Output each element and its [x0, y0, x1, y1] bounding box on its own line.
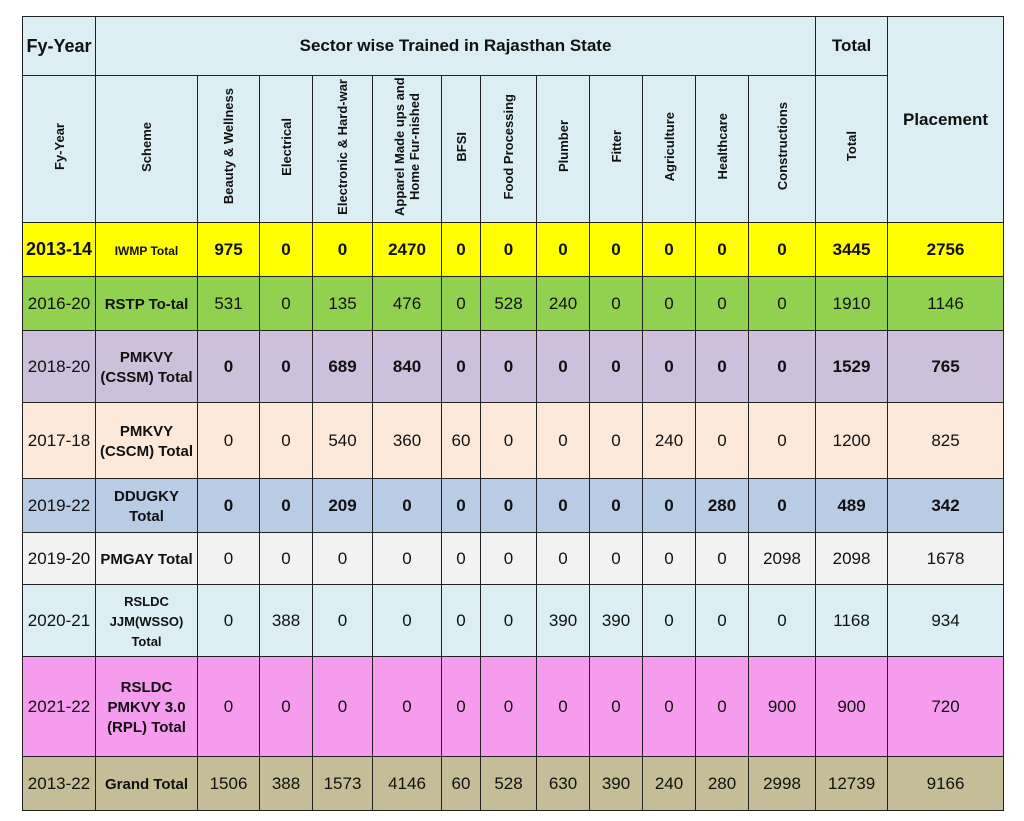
value-cell: 0: [749, 585, 816, 657]
placement-cell: 9166: [888, 757, 1004, 811]
value-cell: 0: [696, 585, 749, 657]
total-cell: 2098: [816, 533, 888, 585]
value-cell: 0: [590, 223, 643, 277]
value-cell: 0: [198, 585, 260, 657]
row-rsldc-rpl: [23, 657, 1004, 757]
value-cell: 0: [590, 533, 643, 585]
total-cell: 1200: [816, 403, 888, 479]
scheme-cell: RSLDC JJM(WSSO) Total: [96, 585, 198, 657]
scheme-cell: RSLDC PMKVY 3.0 (RPL) Total: [96, 657, 198, 757]
value-cell: 0: [260, 223, 313, 277]
value-cell: 240: [537, 277, 590, 331]
scheme-cell: PMKVY (CSCM) Total: [96, 403, 198, 479]
value-cell: 0: [643, 223, 696, 277]
value-cell: 390: [537, 585, 590, 657]
value-cell: 240: [643, 757, 696, 811]
sector-training-table: [22, 16, 1004, 811]
year-cell: 2016-20: [23, 277, 96, 331]
value-cell: 0: [749, 331, 816, 403]
col-header-constructions: Constructions: [749, 76, 816, 223]
value-cell: 2098: [749, 533, 816, 585]
total-cell: 1910: [816, 277, 888, 331]
value-cell: 2470: [373, 223, 442, 277]
value-cell: 0: [749, 277, 816, 331]
row-rstp: [23, 277, 1004, 331]
col-header-beauty: Beauty & Wellness: [198, 76, 260, 223]
total-cell: 12739: [816, 757, 888, 811]
value-cell: 0: [442, 585, 481, 657]
value-cell: 0: [537, 657, 590, 757]
value-cell: 0: [696, 533, 749, 585]
value-cell: 0: [442, 277, 481, 331]
value-cell: 840: [373, 331, 442, 403]
year-cell: 2013-22: [23, 757, 96, 811]
row-iwmp: [23, 223, 1004, 277]
col-header-agriculture: Agriculture: [643, 76, 696, 223]
value-cell: 0: [313, 657, 373, 757]
value-cell: 0: [481, 479, 537, 533]
value-cell: 689: [313, 331, 373, 403]
value-cell: 0: [260, 533, 313, 585]
header-row-columns: [23, 76, 1004, 223]
row-pmkvy-cscm: [23, 403, 1004, 479]
value-cell: 0: [442, 223, 481, 277]
value-cell: 900: [749, 657, 816, 757]
year-cell: 2019-20: [23, 533, 96, 585]
value-cell: 0: [749, 403, 816, 479]
value-cell: 540: [313, 403, 373, 479]
value-cell: 0: [260, 331, 313, 403]
col-header-plumber: Plumber: [537, 76, 590, 223]
value-cell: 0: [749, 223, 816, 277]
year-cell: 2018-20: [23, 331, 96, 403]
value-cell: 280: [696, 757, 749, 811]
scheme-cell: RSTP To-tal: [96, 277, 198, 331]
value-cell: 390: [590, 757, 643, 811]
value-cell: 388: [260, 585, 313, 657]
value-cell: 630: [537, 757, 590, 811]
value-cell: 0: [643, 277, 696, 331]
value-cell: 1573: [313, 757, 373, 811]
value-cell: 0: [481, 657, 537, 757]
value-cell: 0: [481, 585, 537, 657]
col-header-apparel: Apparel Made ups and Home Fur-nished: [373, 76, 442, 223]
col-header-total: Total: [816, 76, 888, 223]
col-header-fitter: Fitter: [590, 76, 643, 223]
value-cell: 0: [373, 657, 442, 757]
value-cell: 0: [260, 277, 313, 331]
value-cell: 528: [481, 277, 537, 331]
value-cell: 209: [313, 479, 373, 533]
value-cell: 0: [198, 403, 260, 479]
value-cell: 0: [590, 479, 643, 533]
total-cell: 1168: [816, 585, 888, 657]
year-cell: 2021-22: [23, 657, 96, 757]
value-cell: 0: [537, 479, 590, 533]
col-header-electronic: Electronic & Hard-war: [313, 76, 373, 223]
value-cell: 280: [696, 479, 749, 533]
value-cell: 0: [198, 657, 260, 757]
row-rsldc-jjm: [23, 585, 1004, 657]
value-cell: 0: [313, 585, 373, 657]
value-cell: 388: [260, 757, 313, 811]
col-header-electrical: Electrical: [260, 76, 313, 223]
value-cell: 0: [590, 331, 643, 403]
scheme-cell: Grand Total: [96, 757, 198, 811]
row-ddugky: [23, 479, 1004, 533]
placement-header: Placement: [888, 17, 1004, 223]
value-cell: 0: [373, 533, 442, 585]
value-cell: 0: [260, 657, 313, 757]
value-cell: 60: [442, 757, 481, 811]
value-cell: 0: [481, 403, 537, 479]
placement-cell: 1678: [888, 533, 1004, 585]
value-cell: 0: [260, 403, 313, 479]
value-cell: 0: [643, 331, 696, 403]
placement-cell: 765: [888, 331, 1004, 403]
value-cell: 0: [537, 331, 590, 403]
value-cell: 4146: [373, 757, 442, 811]
placement-cell: 825: [888, 403, 1004, 479]
year-cell: 2017-18: [23, 403, 96, 479]
value-cell: 0: [481, 331, 537, 403]
col-header-healthcare: Healthcare: [696, 76, 749, 223]
scheme-cell: PMGAY Total: [96, 533, 198, 585]
row-pmkvy-cssm: [23, 331, 1004, 403]
fy-year-header: Fy-Year: [23, 76, 96, 223]
value-cell: 0: [696, 277, 749, 331]
value-cell: 0: [481, 223, 537, 277]
value-cell: 60: [442, 403, 481, 479]
total-cell: 489: [816, 479, 888, 533]
value-cell: 360: [373, 403, 442, 479]
value-cell: 0: [643, 533, 696, 585]
value-cell: 0: [696, 403, 749, 479]
total-cell: 900: [816, 657, 888, 757]
scheme-cell: DDUGKY Total: [96, 479, 198, 533]
value-cell: 0: [442, 657, 481, 757]
total-cell: 3445: [816, 223, 888, 277]
value-cell: 0: [313, 223, 373, 277]
value-cell: 0: [590, 277, 643, 331]
value-cell: 0: [442, 533, 481, 585]
value-cell: 0: [442, 331, 481, 403]
value-cell: 1506: [198, 757, 260, 811]
value-cell: 240: [643, 403, 696, 479]
col-header-food: Food Processing: [481, 76, 537, 223]
total-top-header: Total: [816, 17, 888, 76]
value-cell: 2998: [749, 757, 816, 811]
value-cell: 528: [481, 757, 537, 811]
value-cell: 0: [481, 533, 537, 585]
value-cell: 0: [696, 657, 749, 757]
value-cell: 476: [373, 277, 442, 331]
placement-cell: 720: [888, 657, 1004, 757]
value-cell: 0: [442, 479, 481, 533]
value-cell: 0: [696, 331, 749, 403]
placement-cell: 1146: [888, 277, 1004, 331]
value-cell: 0: [696, 223, 749, 277]
year-cell: 2013-14: [23, 223, 96, 277]
table-title: Sector wise Trained in Rajasthan State: [96, 17, 816, 76]
value-cell: 531: [198, 277, 260, 331]
value-cell: 0: [590, 657, 643, 757]
value-cell: 0: [198, 331, 260, 403]
value-cell: 0: [198, 533, 260, 585]
value-cell: 0: [373, 479, 442, 533]
value-cell: 135: [313, 277, 373, 331]
scheme-header: Scheme: [96, 76, 198, 223]
value-cell: 0: [537, 403, 590, 479]
value-cell: 0: [198, 479, 260, 533]
value-cell: 0: [373, 585, 442, 657]
value-cell: 0: [313, 533, 373, 585]
value-cell: 975: [198, 223, 260, 277]
year-cell: 2020-21: [23, 585, 96, 657]
value-cell: 0: [537, 223, 590, 277]
fy-year-top-header: Fy-Year: [23, 17, 96, 76]
value-cell: 0: [590, 403, 643, 479]
value-cell: 0: [260, 479, 313, 533]
value-cell: 0: [643, 585, 696, 657]
col-header-bfsi: BFSI: [442, 76, 481, 223]
row-grand-total: [23, 757, 1004, 811]
placement-cell: 934: [888, 585, 1004, 657]
year-cell: 2019-22: [23, 479, 96, 533]
scheme-cell: PMKVY (CSSM) Total: [96, 331, 198, 403]
value-cell: 0: [643, 657, 696, 757]
placement-cell: 342: [888, 479, 1004, 533]
row-pmgay: [23, 533, 1004, 585]
value-cell: 390: [590, 585, 643, 657]
header-row-top: [23, 17, 1004, 76]
value-cell: 0: [537, 533, 590, 585]
scheme-cell: IWMP Total: [96, 223, 198, 277]
value-cell: 0: [643, 479, 696, 533]
placement-cell: 2756: [888, 223, 1004, 277]
value-cell: 0: [749, 479, 816, 533]
total-cell: 1529: [816, 331, 888, 403]
